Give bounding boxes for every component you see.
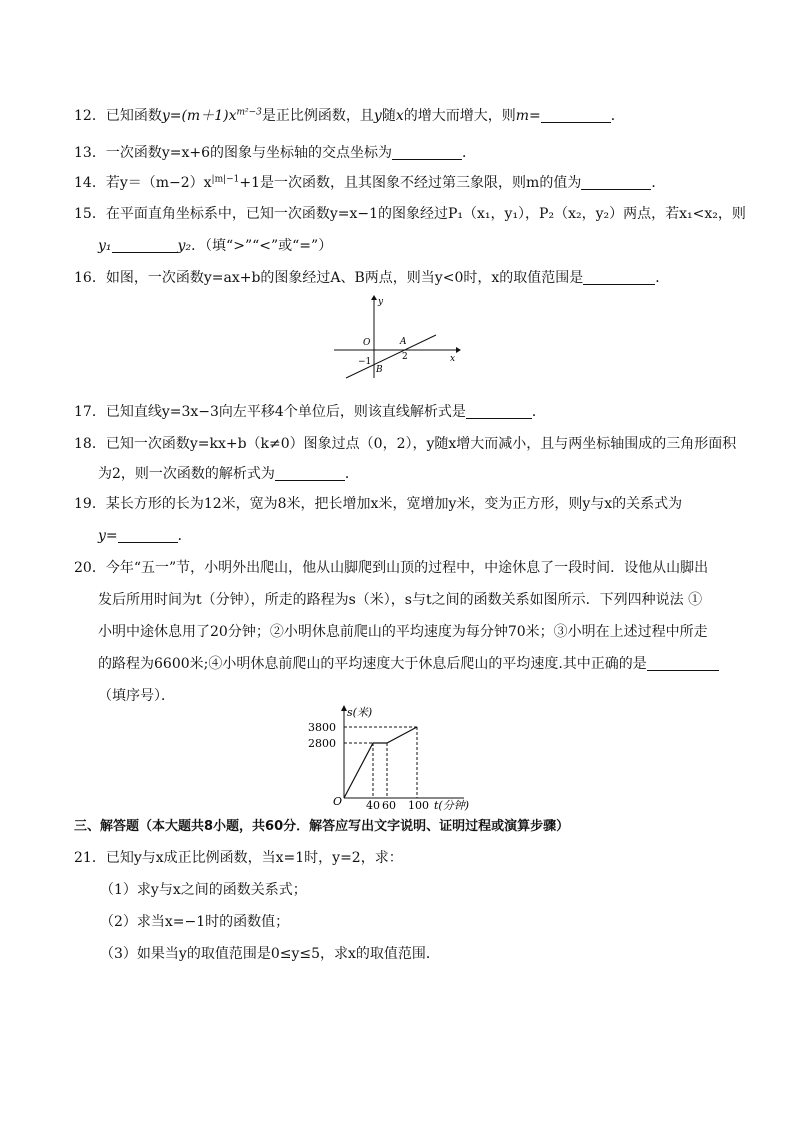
question-17 — [74, 402, 546, 422]
answer-blank[interactable] — [466, 404, 532, 419]
x-tick-label: 100 — [408, 799, 429, 812]
question-19-line2 — [98, 526, 192, 546]
section-heading: 三、解答题（本大题共8小题，共60分．解答应写出文字说明、证明过程或演算步骤） — [74, 819, 570, 834]
question-18-line2 — [98, 464, 359, 484]
question-text: 的路程为6600米;④小明休息前爬山的平均速度大于休息后爬山的平均速度.其中正确的是 — [98, 656, 647, 672]
question-text: 如图，一次函数y=ax+b的图象经过A、B两点，则当y<0时，x的取值范围是 — [105, 270, 584, 286]
origin-label: O — [363, 338, 371, 348]
y-axis-label: y — [378, 297, 384, 307]
question-text: （填序号）． — [98, 688, 175, 704]
question-text: 某长方形的长为12米，宽为8米，把长增加x米，宽增加y米，变为正方形，则y与x的关系式为 — [105, 496, 683, 512]
t-axis-label: t(分钟) — [434, 799, 470, 812]
question-20-line3 — [98, 622, 708, 642]
variable: y — [373, 108, 382, 124]
question-number: 21． — [74, 850, 106, 866]
question-text: 一次函数y=x+6的图象与坐标轴的交点坐标为 — [105, 145, 392, 161]
question-text: 若y＝（m−2）x — [105, 175, 212, 191]
question-20-line2 — [98, 590, 702, 610]
x-tick-label: 2 — [402, 352, 408, 362]
question-text: 已知y与x成正比例函数，当x=1时，y=2，求： — [105, 850, 403, 866]
y-tick-label: −1 — [358, 357, 372, 367]
question-number: 15． — [74, 206, 106, 222]
y-axis-arrow-icon — [371, 295, 377, 300]
answer-blank[interactable] — [581, 175, 651, 190]
answer-blank[interactable] — [583, 270, 655, 285]
question-text: ．（填“>”“<”或“=”） — [191, 238, 333, 254]
question-text: 的增大而增大，则 — [403, 108, 516, 124]
question-21-part1: （1）求y与x之间的函数关系式； — [100, 882, 307, 898]
question-text: 已知一次函数y=kx+b（k≠0）图象过点（0，2），y随x增大而减小，且与两坐标轴围成的三角形面积 — [105, 436, 737, 452]
answer-blank[interactable] — [647, 656, 719, 671]
x-axis-arrow-icon — [456, 347, 461, 353]
question-text: 在平面直角坐标系中，已知一次函数y=x−1的图象经过P₁（x₁，y₁），P₂（x₂，y₂）两点，若x₁<x₂，则 — [105, 206, 746, 222]
punctuation: ． — [610, 108, 625, 124]
question-text: 随 — [381, 108, 396, 124]
linear-function-graph — [332, 292, 462, 382]
question-number: 18． — [74, 436, 106, 452]
question-number: 14． — [74, 175, 106, 191]
question-text: +1是一次函数，且其图象不经过第三象限，则m的值为 — [239, 175, 582, 191]
question-15 — [74, 204, 746, 224]
question-text: 已知直线y=3x−3向左平移4个单位后，则该直线解析式是 — [105, 404, 466, 420]
question-21-part2: （2）求当x=−1时的函数值； — [100, 914, 290, 930]
question-14 — [74, 173, 665, 193]
question-19 — [74, 494, 682, 514]
punctuation: ． — [655, 270, 670, 286]
question-20 — [74, 558, 708, 578]
question-text: 是正比例函数，且 — [261, 108, 374, 124]
answer-blank[interactable] — [275, 466, 345, 481]
punctuation: ． — [177, 528, 192, 544]
answer-blank[interactable] — [118, 528, 178, 543]
formula-exponent: m²−3 — [236, 107, 262, 118]
path-line — [344, 727, 417, 798]
question-18 — [74, 434, 736, 454]
x-axis-label: x — [450, 354, 456, 364]
formula-exponent: |m|−1 — [211, 174, 240, 185]
punctuation: ． — [344, 466, 359, 482]
x-tick-label: 60 — [382, 799, 396, 812]
answer-blank[interactable] — [112, 238, 178, 253]
question-21 — [74, 848, 403, 868]
point-b-label: B — [376, 365, 383, 375]
question-number: 20． — [74, 560, 106, 576]
question-20-line4 — [98, 654, 719, 674]
question-number: 12． — [74, 108, 106, 124]
question-text: 发后所用时间为t（分钟），所走的路程为s（米），s与t之间的函数关系如图所示．下列四种说法 ① — [98, 592, 703, 608]
answer-blank[interactable] — [541, 108, 611, 123]
y-tick-label: 3800 — [308, 721, 336, 734]
question-13 — [74, 143, 476, 163]
question-20-line5 — [98, 686, 175, 706]
variable: x — [395, 108, 404, 124]
variable: m= — [515, 108, 541, 124]
question-number: 13． — [74, 145, 106, 161]
punctuation: ． — [462, 145, 476, 161]
question-12 — [74, 106, 625, 126]
question-number: 19． — [74, 496, 106, 512]
answer-blank[interactable] — [392, 145, 462, 160]
y-tick-label: 2800 — [308, 737, 336, 750]
question-15-line2 — [98, 236, 332, 256]
question-text: 小明中途休息用了20分钟；②小明休息前爬山的平均速度为每分钟70米；③小明在上述过程中所走 — [98, 624, 708, 640]
s-axis-label: s(米) — [347, 706, 373, 719]
question-number: 17． — [74, 404, 106, 420]
x-tick-label: 40 — [366, 799, 380, 812]
punctuation: ． — [531, 404, 546, 420]
question-text: 为2，则一次函数的解析式为 — [98, 466, 275, 482]
variable: y₁ — [98, 238, 112, 254]
question-number: 16． — [74, 270, 106, 286]
question-text: 已知函数 — [105, 108, 162, 124]
origin-label: O — [333, 795, 343, 808]
question-16 — [74, 268, 669, 288]
variable: y₂ — [177, 238, 192, 254]
formula: y= — [98, 528, 118, 544]
question-text: 今年“五一”节，小明外出爬山，他从山脚爬到山顶的过程中，中途休息了一段时间．设他从山脚出 — [105, 560, 709, 576]
point-a-label: A — [400, 337, 407, 347]
distance-time-graph — [306, 704, 476, 814]
question-21-part3: （3）如果当y的取值范围是0≤y≤5，求x的取值范围． — [100, 946, 440, 962]
punctuation: ． — [651, 175, 666, 191]
formula: y=(m＋1)x — [161, 108, 237, 124]
